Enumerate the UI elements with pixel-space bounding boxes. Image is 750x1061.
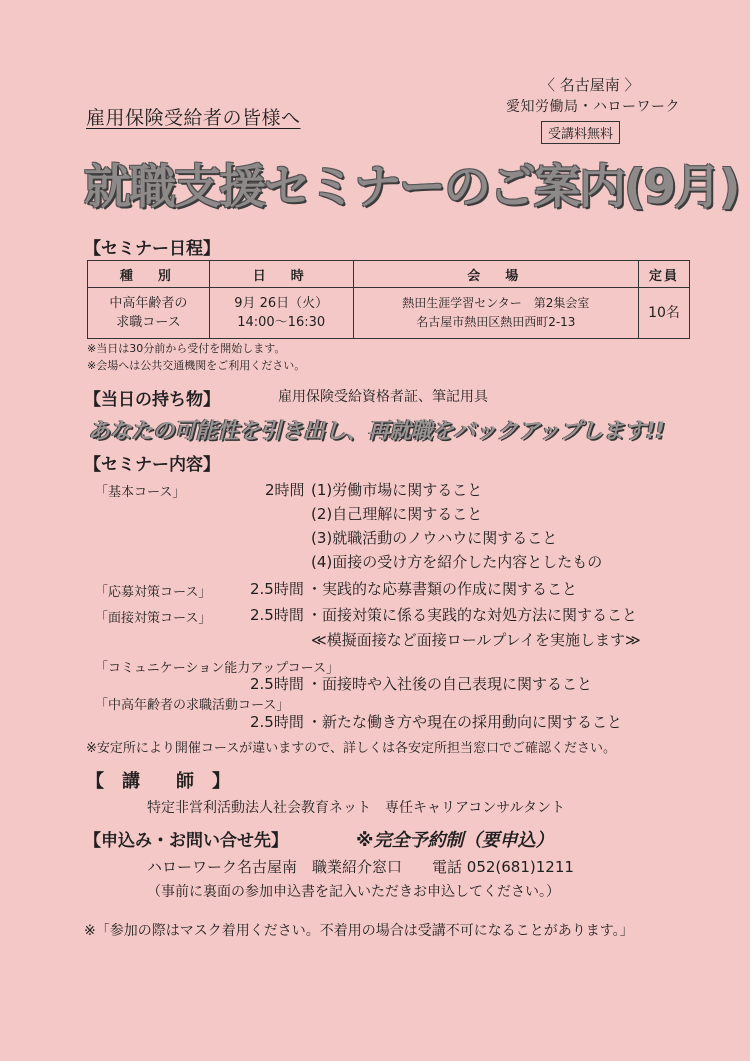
course-basic-item4: (4)面接の受け方を紹介した内容としたもの <box>311 553 603 571</box>
instructor-text: 特定非営利活動法人社会教育ネット 専任キャリアコンサルタント <box>147 800 566 816</box>
course-basic-item2: (2)自己理解に関すること <box>311 505 483 523</box>
instructor-heading: 【 講 師 】 <box>86 771 230 792</box>
type-line2: 求職コース <box>116 315 181 330</box>
time-line: 14:00～16:30 <box>237 315 326 330</box>
course-availability-note: ※安定所により開催コースが違いますので、詳しくは各安定所担当窓口でご確認ください。 <box>86 741 616 756</box>
course-interview-hours: 2.5時間 <box>250 606 304 624</box>
schedule-table <box>87 260 690 339</box>
course-interview-name: 「面接対策コース」 <box>95 611 212 626</box>
course-basic-item1: (1)労働市場に関すること <box>311 481 483 499</box>
col-capacity-header: 定員 <box>639 261 690 288</box>
course-application-desc: ・実践的な応募書類の作成に関すること <box>307 580 578 598</box>
course-communication-hours: 2.5時間 <box>250 675 304 693</box>
slogan: あなたの可能性を引き出し、再就職をバックアップします!! <box>88 419 665 444</box>
reception-note: ※当日は30分前から受付を開始します。 <box>87 342 286 355</box>
venue-name: 熱田生涯学習センター 第2集会室 <box>402 296 590 310</box>
belongings-heading: 【当日の持ち物】 <box>84 390 220 410</box>
course-interview-desc: ・面接対策に係る実践的な対処方法に関すること <box>307 606 638 624</box>
course-senior-name: 「中高年齢者の求職活動コース」 <box>95 698 290 713</box>
schedule-heading: 【セミナー日程】 <box>84 239 220 259</box>
branch-label: 〈 名古屋南 〉 <box>540 76 640 94</box>
course-application-name: 「応募対策コース」 <box>95 585 212 600</box>
col-datetime-header: 日 時 <box>209 261 353 288</box>
seminar-type-cell <box>88 288 210 339</box>
datetime-cell <box>209 288 353 339</box>
venue-cell <box>353 288 638 339</box>
type-line1: 中高年齢者の <box>109 296 188 311</box>
course-application-hours: 2.5時間 <box>250 580 304 598</box>
mask-note: ※「参加の際はマスク着用ください。不着用の場合は受講不可になることがあります。」 <box>84 923 634 939</box>
col-venue-header: 会 場 <box>353 261 638 288</box>
col-type-header: 種 別 <box>88 261 210 288</box>
transport-note: ※会場へは公共交通機関をご利用ください。 <box>87 359 306 372</box>
course-communication-desc: ・面接時や入社後の自己表現に関すること <box>307 675 593 693</box>
page-title: 就職支援セミナーのご案内(9月) <box>84 160 739 215</box>
course-communication-name: 「コミュニケーション能力アップコース」 <box>95 661 340 676</box>
contact-office: ハローワーク名古屋南 職業紹介窓口 電話 052(681)1211 <box>147 858 574 876</box>
schedule-header-row <box>88 261 690 288</box>
course-interview-sub: ≪模擬面接など面接ロールプレイを実施します≫ <box>311 631 641 649</box>
agency-label: 愛知労働局・ハローワーク <box>506 99 680 115</box>
apply-note: （事前に裏面の参加申込書を記入いただきお申込してください。） <box>147 884 560 900</box>
greeting: 雇用保険受給者の皆様へ <box>86 107 301 129</box>
table-row <box>88 288 690 339</box>
course-basic-item3: (3)就職活動のノウハウに関すること <box>311 529 558 547</box>
course-basic-name: 「基本コース」 <box>95 485 186 500</box>
capacity-cell: 10名 <box>639 288 690 339</box>
date-line: 9月 26日（火） <box>234 296 329 311</box>
contact-heading: 【申込み・お問い合せ先】 <box>84 831 288 851</box>
free-fee-badge: 受講料無料 <box>541 121 620 144</box>
reservation-note: ※完全予約制（要申込） <box>356 830 554 851</box>
venue-address: 名古屋市熱田区熱田西町2-13 <box>416 315 576 329</box>
belongings-text: 雇用保険受給資格者証、筆記用具 <box>278 389 488 405</box>
course-senior-desc: ・新たな働き方や現在の採用動向に関すること <box>307 713 623 731</box>
course-basic-hours: 2時間 <box>265 481 305 499</box>
course-senior-hours: 2.5時間 <box>250 713 304 731</box>
content-heading: 【セミナー内容】 <box>84 455 220 475</box>
